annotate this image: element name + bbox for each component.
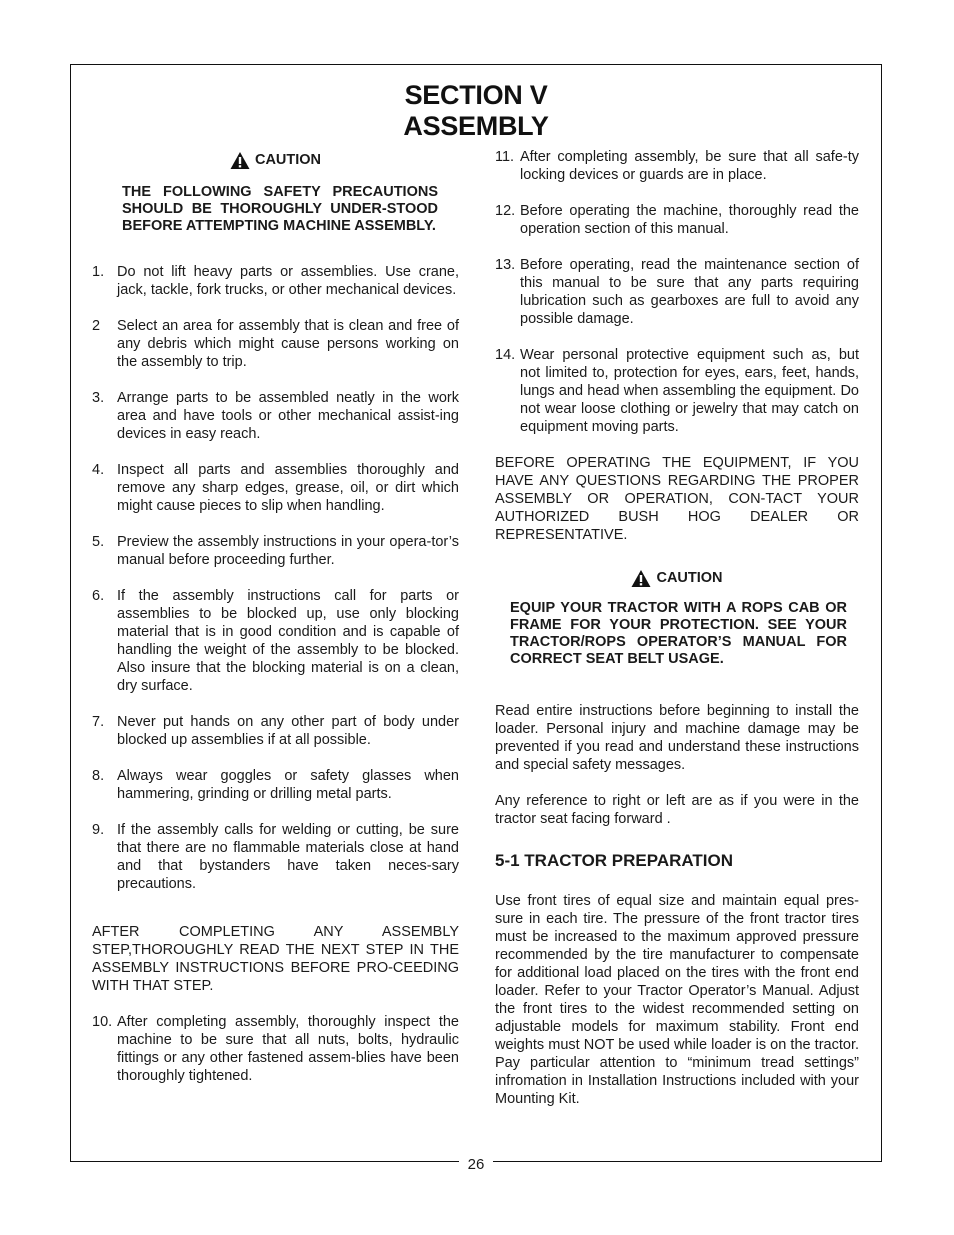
item-text: Never put hands on any other part of body under blocked up assemblies if at all possible. [117,714,459,748]
list-item [92,317,459,371]
item-number: 13. [495,257,516,273]
item-number: 3. [92,390,105,406]
right-column [495,148,859,1126]
page-number: 26 [459,1155,493,1175]
list-item [92,461,459,515]
caution-text: THE FOLLOWING SAFETY PRECAUTIONS SHOULD BE THOROUGHLY UNDER-STOOD BEFORE ATTEMPTING MACHINE ASSEMBLY. [122,184,438,234]
caution-label: CAUTION [656,570,723,586]
item-number: 14. [495,347,516,363]
item-text: Before operating, read the maintenance section of this manual to be sure that any parts requiring lubrication such as gearboxes are full to avoid any possible damage. [520,257,859,327]
item-text: Preview the assembly instructions in your opera-tor’s manual before proceeding further. [117,534,459,568]
item-text: Select an area for assembly that is clean and free of any debris which might cause persons working on the assembly to trip. [117,318,459,370]
list-item [92,821,459,893]
after-assembly-note: AFTER COMPLETING ANY ASSEMBLY STEP,THOROUGHLY READ THE NEXT STEP IN THE ASSEMBLY INSTRUCTIONS BEFORE PRO-CEEDING WITH THAT STEP. [92,924,459,994]
item-text: If the assembly instructions call for parts or assemblies to be blocked up, use only blocking material that is in good condition and is capable of handling the weight of the assembly to be blocked. Also insure that the blocking material is on a clean, dry surface. [117,588,459,694]
caution-label: CAUTION [254,152,322,168]
item-text: After completing assembly, be sure that all safe-ty locking devices or guards are in place. [520,149,859,183]
section-subtitle: ASSEMBLY [403,111,549,141]
item-text: Wear personal protective equipment such as, but not limited to, protection for eyes, ears, feet, hands, lungs and head when assembling the equipment. Do not wear loose clothing or jewelry that may catch on equipment moving parts. [520,347,859,435]
list-item [92,1013,459,1085]
list-item [92,533,459,569]
left-column [92,150,459,1103]
item-text: If the assembly calls for welding or cutting, be sure that there are no flammable materials close at hand and that bystanders have taken neces-sary precautions. [117,822,459,892]
item-number: 9. [92,822,105,838]
item-number: 11. [495,149,515,165]
warning-triangle-icon [631,569,651,588]
right-caution-heading [495,568,859,588]
list-item [92,587,459,695]
item-text: After completing assembly, thoroughly inspect the machine to be sure that all nuts, bolts, hydraulic fittings or any other fastened assem-blies have been thoroughly tightened. [117,1014,459,1084]
list-item [495,346,859,436]
list-item [495,148,859,184]
list-item [495,202,859,238]
list-item [92,767,459,803]
item-number: 10. [92,1014,113,1030]
item-text: Arrange parts to be assembled neatly in the work area and have tools or other mechanical assist-ing devices in easy reach. [117,390,459,442]
warning-triangle-icon [230,151,250,170]
item-text: Inspect all parts and assemblies thoroughly and remove any sharp edges, grease, oil, or dirt which might cause pieces to slip when handling. [117,462,459,514]
item-number: 6. [92,588,105,604]
section-heading: 5-1 TRACTOR PREPARATION [495,851,734,870]
item-number: 8. [92,768,105,784]
before-operating-note: BEFORE OPERATING THE EQUIPMENT, IF YOU HAVE ANY QUESTIONS REGARDING THE PROPER ASSEMBLY OR OPERATION, CON-TACT YOUR AUTHORIZED BUSH HOG DEALER OR REPRESENTATIVE. [495,455,859,543]
read-instructions-paragraph: Read entire instructions before beginning to install the loader. Personal injury and machine damage may be prevented if you read and understand these instructions and special safety messages. [495,703,859,773]
reference-paragraph: Any reference to right or left are as if you were in the tractor seat facing forward . [495,793,859,827]
list-item [92,713,459,749]
item-text: Do not lift heavy parts or assemblies. Use crane, jack, tackle, fork trucks, or other mechanical devices. [117,264,459,298]
list-item [92,389,459,443]
item-text: Always wear goggles or safety glasses when hammering, grinding or drilling metal parts. [117,768,459,802]
tractor-preparation-paragraph: Use front tires of equal size and maintain equal pres-sure in each tire. The pressure of the front tractor tires must be increased to the maximum approved pressure recommended by the tire manufacturer to compensate for additional load placed on the tires with the front end loader. Refer to your Tractor Operator’s Manual. Adjust the front tires to the widest recommended setting on adjustable models for maximum stability. Front end weights must NOT be used while loader is on the tractor. Pay particular attention to “minimum tread settings” infromation in Installation Instructions included with your Mounting Kit. [495,893,859,1107]
item-number: 5. [92,534,105,550]
item-number: 4. [92,462,105,478]
left-caution-heading [92,150,459,170]
item-text: Before operating the machine, thoroughly read the operation section of this manual. [520,203,859,237]
caution-text: EQUIP YOUR TRACTOR WITH A ROPS CAB OR FRAME FOR YOUR PROTECTION. SEE YOUR TRACTOR/ROPS OPERATOR’S MANUAL FOR CORRECT SEAT BELT USAGE. [510,600,847,667]
item-number: 7. [92,714,105,730]
item-number: 12. [495,203,516,219]
section-title: SECTION V [404,80,548,110]
list-item [92,263,459,299]
item-number: 1. [92,264,105,280]
list-item [495,256,859,328]
item-number: 2 [92,318,101,334]
